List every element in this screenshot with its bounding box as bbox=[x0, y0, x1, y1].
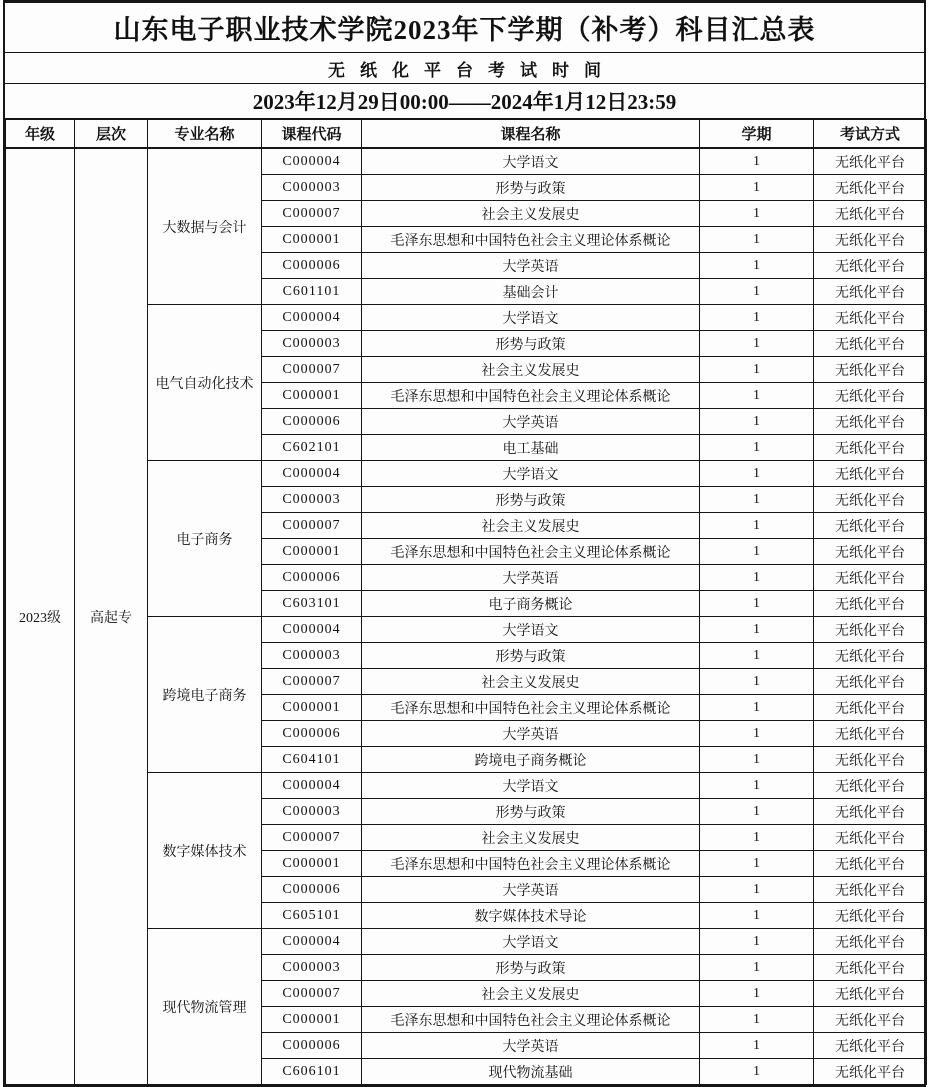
course-name-cell: 社会主义发展史 bbox=[362, 669, 700, 695]
course-name-cell: 大学英语 bbox=[362, 409, 700, 435]
course-code-cell: C000007 bbox=[262, 981, 362, 1007]
course-name-cell: 毛泽东思想和中国特色社会主义理论体系概论 bbox=[362, 851, 700, 877]
exam-method-cell: 无纸化平台 bbox=[814, 903, 927, 929]
course-name-cell: 基础会计 bbox=[362, 279, 700, 305]
exam-method-cell: 无纸化平台 bbox=[814, 747, 927, 773]
course-code-cell: C000006 bbox=[262, 877, 362, 903]
exam-method-cell: 无纸化平台 bbox=[814, 955, 927, 981]
exam-method-cell: 无纸化平台 bbox=[814, 565, 927, 591]
semester-cell: 1 bbox=[700, 955, 814, 981]
exam-method-cell: 无纸化平台 bbox=[814, 643, 927, 669]
exam-method-cell: 无纸化平台 bbox=[814, 929, 927, 955]
course-name-cell: 大学英语 bbox=[362, 565, 700, 591]
exam-method-cell: 无纸化平台 bbox=[814, 539, 927, 565]
semester-cell: 1 bbox=[700, 435, 814, 461]
semester-cell: 1 bbox=[700, 279, 814, 305]
summary-table-sheet bbox=[3, 0, 926, 1087]
column-header-4: 课程代码 bbox=[262, 120, 362, 149]
semester-cell: 1 bbox=[700, 825, 814, 851]
major-name-cell: 跨境电子商务 bbox=[148, 617, 262, 773]
course-code-cell: C604101 bbox=[262, 747, 362, 773]
semester-cell: 1 bbox=[700, 799, 814, 825]
semester-cell: 1 bbox=[700, 721, 814, 747]
exam-window: 2023年12月29日00:00——2024年1月12日23:59 bbox=[5, 84, 924, 119]
course-code-cell: C000003 bbox=[262, 175, 362, 201]
semester-cell: 1 bbox=[700, 669, 814, 695]
course-name-cell: 数字媒体技术导论 bbox=[362, 903, 700, 929]
exam-method-cell: 无纸化平台 bbox=[814, 721, 927, 747]
table-row bbox=[6, 148, 927, 175]
course-name-cell: 社会主义发展史 bbox=[362, 981, 700, 1007]
semester-cell: 1 bbox=[700, 201, 814, 227]
exam-method-cell: 无纸化平台 bbox=[814, 409, 927, 435]
semester-cell: 1 bbox=[700, 253, 814, 279]
semester-cell: 1 bbox=[700, 695, 814, 721]
exam-method-cell: 无纸化平台 bbox=[814, 357, 927, 383]
course-name-cell: 形势与政策 bbox=[362, 955, 700, 981]
course-code-cell: C000004 bbox=[262, 305, 362, 331]
semester-cell: 1 bbox=[700, 409, 814, 435]
exam-method-cell: 无纸化平台 bbox=[814, 513, 927, 539]
semester-cell: 1 bbox=[700, 148, 814, 175]
course-code-cell: C000003 bbox=[262, 799, 362, 825]
course-name-cell: 毛泽东思想和中国特色社会主义理论体系概论 bbox=[362, 539, 700, 565]
exam-method-cell: 无纸化平台 bbox=[814, 591, 927, 617]
course-name-cell: 现代物流基础 bbox=[362, 1059, 700, 1085]
course-name-cell: 社会主义发展史 bbox=[362, 513, 700, 539]
course-code-cell: C000004 bbox=[262, 148, 362, 175]
semester-cell: 1 bbox=[700, 357, 814, 383]
semester-cell: 1 bbox=[700, 539, 814, 565]
exam-method-cell: 无纸化平台 bbox=[814, 877, 927, 903]
course-name-cell: 形势与政策 bbox=[362, 643, 700, 669]
course-table bbox=[5, 119, 927, 1085]
course-name-cell: 大学语文 bbox=[362, 929, 700, 955]
column-header-1: 年级 bbox=[6, 120, 75, 149]
table-header bbox=[6, 120, 927, 149]
semester-cell: 1 bbox=[700, 513, 814, 539]
course-name-cell: 社会主义发展史 bbox=[362, 201, 700, 227]
course-code-cell: C000003 bbox=[262, 643, 362, 669]
exam-method-cell: 无纸化平台 bbox=[814, 383, 927, 409]
course-name-cell: 社会主义发展史 bbox=[362, 825, 700, 851]
semester-cell: 1 bbox=[700, 305, 814, 331]
semester-cell: 1 bbox=[700, 331, 814, 357]
course-code-cell: C000006 bbox=[262, 409, 362, 435]
semester-cell: 1 bbox=[700, 773, 814, 799]
semester-cell: 1 bbox=[700, 1059, 814, 1085]
grade-cell: 2023级 bbox=[6, 148, 75, 1085]
course-name-cell: 大学英语 bbox=[362, 1033, 700, 1059]
exam-method-cell: 无纸化平台 bbox=[814, 487, 927, 513]
course-code-cell: C000007 bbox=[262, 669, 362, 695]
exam-method-cell: 无纸化平台 bbox=[814, 1007, 927, 1033]
course-code-cell: C000007 bbox=[262, 357, 362, 383]
course-name-cell: 大学英语 bbox=[362, 253, 700, 279]
course-name-cell: 毛泽东思想和中国特色社会主义理论体系概论 bbox=[362, 227, 700, 253]
exam-method-cell: 无纸化平台 bbox=[814, 851, 927, 877]
course-code-cell: C000004 bbox=[262, 617, 362, 643]
course-name-cell: 形势与政策 bbox=[362, 175, 700, 201]
exam-method-cell: 无纸化平台 bbox=[814, 1033, 927, 1059]
subtitle-text: 无纸化平台考试时间 bbox=[328, 60, 616, 80]
exam-method-cell: 无纸化平台 bbox=[814, 825, 927, 851]
semester-cell: 1 bbox=[700, 617, 814, 643]
course-code-cell: C000004 bbox=[262, 461, 362, 487]
semester-cell: 1 bbox=[700, 903, 814, 929]
exam-method-cell: 无纸化平台 bbox=[814, 253, 927, 279]
exam-method-cell: 无纸化平台 bbox=[814, 201, 927, 227]
course-code-cell: C605101 bbox=[262, 903, 362, 929]
course-code-cell: C000001 bbox=[262, 227, 362, 253]
major-name-cell: 数字媒体技术 bbox=[148, 773, 262, 929]
exam-method-cell: 无纸化平台 bbox=[814, 435, 927, 461]
course-code-cell: C000003 bbox=[262, 331, 362, 357]
course-name-cell: 跨境电子商务概论 bbox=[362, 747, 700, 773]
semester-cell: 1 bbox=[700, 929, 814, 955]
exam-method-cell: 无纸化平台 bbox=[814, 331, 927, 357]
course-code-cell: C000006 bbox=[262, 721, 362, 747]
subtitle-bar bbox=[5, 53, 924, 84]
semester-cell: 1 bbox=[700, 383, 814, 409]
page-title: 山东电子职业技术学院2023年下学期（补考）科目汇总表 bbox=[5, 3, 924, 53]
exam-method-cell: 无纸化平台 bbox=[814, 175, 927, 201]
major-name-cell: 现代物流管理 bbox=[148, 929, 262, 1085]
semester-cell: 1 bbox=[700, 175, 814, 201]
course-name-cell: 形势与政策 bbox=[362, 331, 700, 357]
semester-cell: 1 bbox=[700, 227, 814, 253]
course-code-cell: C000001 bbox=[262, 851, 362, 877]
column-header-5: 课程名称 bbox=[362, 120, 700, 149]
course-name-cell: 大学语文 bbox=[362, 148, 700, 175]
course-name-cell: 大学语文 bbox=[362, 461, 700, 487]
course-code-cell: C000006 bbox=[262, 253, 362, 279]
header-row bbox=[6, 120, 927, 149]
course-name-cell: 大学语文 bbox=[362, 617, 700, 643]
semester-cell: 1 bbox=[700, 1007, 814, 1033]
course-code-cell: C606101 bbox=[262, 1059, 362, 1085]
exam-method-cell: 无纸化平台 bbox=[814, 695, 927, 721]
course-name-cell: 大学语文 bbox=[362, 773, 700, 799]
semester-cell: 1 bbox=[700, 747, 814, 773]
course-name-cell: 大学英语 bbox=[362, 877, 700, 903]
table-body bbox=[6, 148, 927, 1085]
course-code-cell: C000004 bbox=[262, 929, 362, 955]
exam-method-cell: 无纸化平台 bbox=[814, 1059, 927, 1085]
course-code-cell: C000007 bbox=[262, 825, 362, 851]
column-header-2: 层次 bbox=[75, 120, 148, 149]
course-code-cell: C602101 bbox=[262, 435, 362, 461]
exam-method-cell: 无纸化平台 bbox=[814, 227, 927, 253]
course-code-cell: C601101 bbox=[262, 279, 362, 305]
course-name-cell: 社会主义发展史 bbox=[362, 357, 700, 383]
major-name-cell: 电子商务 bbox=[148, 461, 262, 617]
semester-cell: 1 bbox=[700, 981, 814, 1007]
course-name-cell: 形势与政策 bbox=[362, 799, 700, 825]
course-code-cell: C000004 bbox=[262, 773, 362, 799]
course-code-cell: C000003 bbox=[262, 487, 362, 513]
exam-method-cell: 无纸化平台 bbox=[814, 617, 927, 643]
exam-method-cell: 无纸化平台 bbox=[814, 148, 927, 175]
semester-cell: 1 bbox=[700, 1033, 814, 1059]
major-name-cell: 电气自动化技术 bbox=[148, 305, 262, 461]
major-name-cell: 大数据与会计 bbox=[148, 148, 262, 305]
course-name-cell: 毛泽东思想和中国特色社会主义理论体系概论 bbox=[362, 695, 700, 721]
exam-method-cell: 无纸化平台 bbox=[814, 669, 927, 695]
course-code-cell: C000001 bbox=[262, 383, 362, 409]
course-code-cell: C603101 bbox=[262, 591, 362, 617]
semester-cell: 1 bbox=[700, 487, 814, 513]
course-code-cell: C000001 bbox=[262, 1007, 362, 1033]
course-code-cell: C000007 bbox=[262, 513, 362, 539]
semester-cell: 1 bbox=[700, 851, 814, 877]
course-code-cell: C000001 bbox=[262, 695, 362, 721]
semester-cell: 1 bbox=[700, 877, 814, 903]
semester-cell: 1 bbox=[700, 565, 814, 591]
course-name-cell: 大学语文 bbox=[362, 305, 700, 331]
course-code-cell: C000003 bbox=[262, 955, 362, 981]
course-name-cell: 电子商务概论 bbox=[362, 591, 700, 617]
exam-method-cell: 无纸化平台 bbox=[814, 461, 927, 487]
semester-cell: 1 bbox=[700, 461, 814, 487]
course-name-cell: 形势与政策 bbox=[362, 487, 700, 513]
course-code-cell: C000001 bbox=[262, 539, 362, 565]
exam-method-cell: 无纸化平台 bbox=[814, 305, 927, 331]
exam-method-cell: 无纸化平台 bbox=[814, 773, 927, 799]
course-name-cell: 大学英语 bbox=[362, 721, 700, 747]
column-header-7: 考试方式 bbox=[814, 120, 927, 149]
course-name-cell: 电工基础 bbox=[362, 435, 700, 461]
exam-method-cell: 无纸化平台 bbox=[814, 981, 927, 1007]
exam-method-cell: 无纸化平台 bbox=[814, 799, 927, 825]
exam-method-cell: 无纸化平台 bbox=[814, 279, 927, 305]
course-code-cell: C000007 bbox=[262, 201, 362, 227]
course-name-cell: 毛泽东思想和中国特色社会主义理论体系概论 bbox=[362, 383, 700, 409]
course-code-cell: C000006 bbox=[262, 565, 362, 591]
column-header-6: 学期 bbox=[700, 120, 814, 149]
level-cell: 高起专 bbox=[75, 148, 148, 1085]
column-header-3: 专业名称 bbox=[148, 120, 262, 149]
course-name-cell: 毛泽东思想和中国特色社会主义理论体系概论 bbox=[362, 1007, 700, 1033]
course-code-cell: C000006 bbox=[262, 1033, 362, 1059]
semester-cell: 1 bbox=[700, 591, 814, 617]
semester-cell: 1 bbox=[700, 643, 814, 669]
